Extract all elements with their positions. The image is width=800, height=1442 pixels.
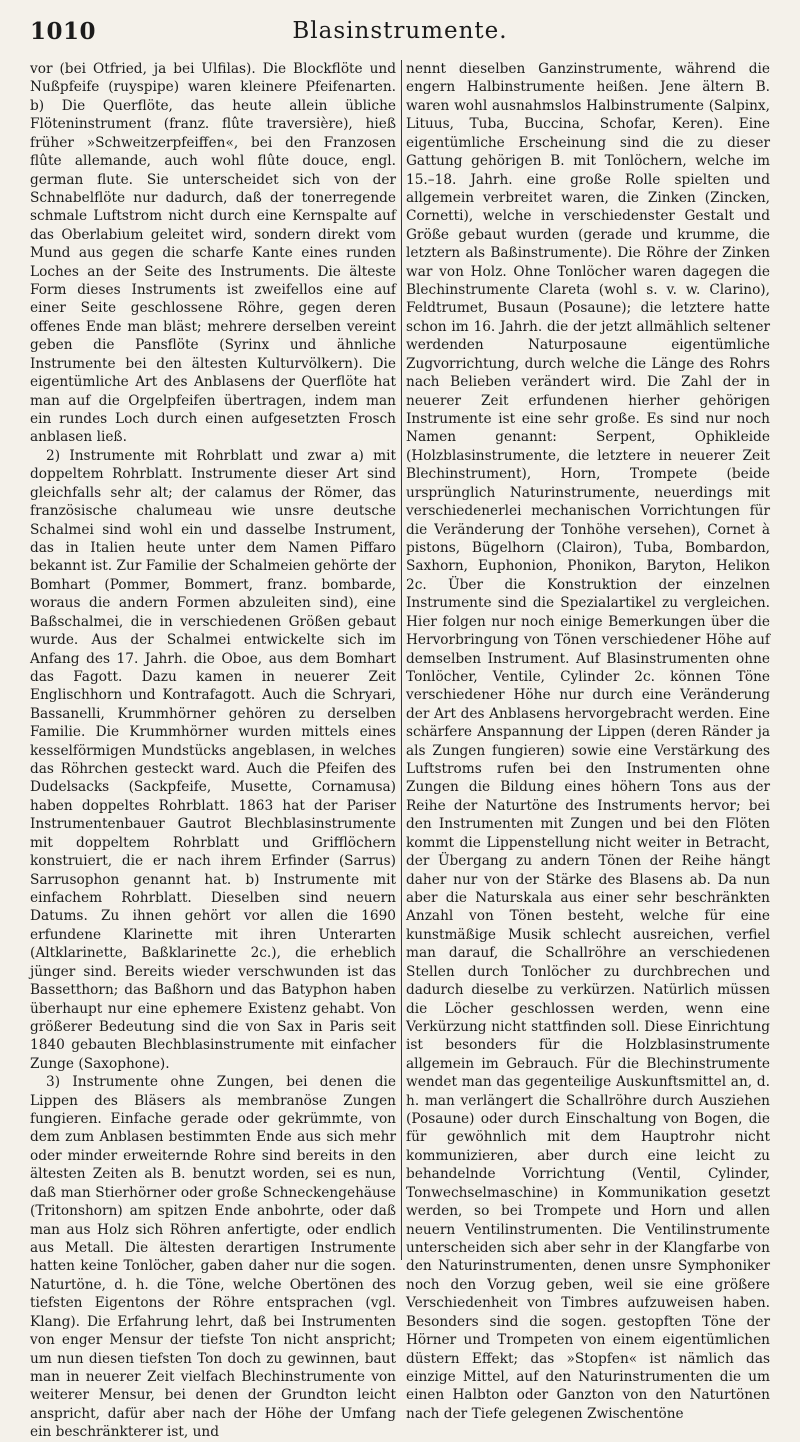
column-divider: [401, 60, 402, 1260]
paragraph: vor (bei Otfried, ja bei Ulfilas). Die Blockflöte und Nußpfeife (ruyspipe) waren kleinere Pfeifenarten. b) Die Querflöte, das heute allein übliche Flöteninstrument (franz. flûte traversière), hieß früher »Schweitzerpfeiffen«, bei den Franzosen flûte allemande, auch wohl flûte douce, engl. german flute. Sie unterscheidet sich von der Schnabelflöte nur dadurch, daß der tonerregende schmale Luftstrom nicht durch eine Kernspalte auf das Oberlabium geleitet wird, sondern direkt vom Mund aus gegen die scharfe Kante eines runden Loches an der Seite des Instruments. Die älteste Form dieses Instruments ist zweifellos eine auf einer Seite geschlossene Röhre, gegen deren offenes Ende man bläst; mehrere derselben vereint geben die Pansflöte (Syrinx und ähnliche Instrumente bei den ältesten Kulturvölkern). Die eigentümliche Art des Anblasens der Querflöte hat man auf die Orgelpfeifen übertragen, indem man ein rundes Loch durch einen aufgesetzten Frosch anblasen ließ.: [30, 61, 396, 446]
paragraph: nennt dieselben Ganzinstrumente, während die engern Halbinstrumente heißen. Jene ältern B. waren wohl ausnahmslos Halbinstrumente (Salpinx, Lituus, Tuba, Buccina, Schofar, Keren). Eine eigentümliche Erscheinung sind die zu dieser Gattung gehörigen B. mit Tonlöchern, welche im 15.–18. Jahrh. eine große Rolle spielten und allgemein verbreitet waren, die Zinken (Zincken, Cornetti), welche in verschiedenster Gestalt und Größe gebaut wurden (gerade und krumme, die letztern als Baßinstrumente). Die Röhre der Zinken war von Holz. Ohne Tonlöcher waren dagegen die Blechinstrumente Clareta (wohl s. v. w. Clarino), Feldtrumet, Busaun (Posaune); die letztere hatte schon im 16. Jahrh. die der jetzt allmählich seltener werdenden Naturposaune eigentümliche Zugvorrichtung, durch welche die Länge des Rohrs nach Belieben verändert wird. Die Zahl der in neuerer Zeit erfundenen hierher gehörigen Instrumente ist eine sehr große. Es sind nur noch Namen genannt: Serpent, Ophikleide (Holzblasinstrumente, die letztere in neuerer Zeit Blechinstrument), Horn, Trompete (beide ursprünglich Naturinstrumente, neuerdings mit verschiedenerlei mechanischen Vorrichtungen für die Veränderung der Tonhöhe versehen), Cornet à pistons, Bügelhorn (Clairon), Tuba, Bombardon, Saxhorn, Euphonion, Phonikon, Baryton, Helikon 2c. Über die Konstruktion der einzelnen Instrumente sind die Spezialartikel zu vergleichen. Hier folgen nur noch einige Bemerkungen über die Hervorbringung von Tönen verschiedener Höhe auf demselben Instrument. Auf Blasinstrumenten ohne Tonlöcher, Ventile, Cylinder 2c. können Töne verschiedener Höhe nur durch eine Veränderung der Art des Anblasens hervorgebracht werden. Eine schärfere Anspannung der Lippen (deren Ränder ja als Zungen fungieren) sowie eine Verstärkung des Luftstroms rufen bei den Instrumenten ohne Zungen die Bildung eines höhern Tons aus der Reihe der Naturtöne des Instruments hervor; bei den Instrumenten mit Zungen und bei den Flöten kommt die Lippenstellung nicht weiter in Betracht, der Übergang zu andern Tönen der Reihe hängt daher nur von der Stärke des Blasens ab. Da nun aber die Naturskala aus einer sehr beschränkten Anzahl von Tönen besteht, welche für eine kunstmäßige Musik schlecht ausreichen, verfiel man darauf, die Schallröhre an verschiedenen Stellen durch Tonlöcher zu durchbrechen und dadurch dieselbe zu verkürzen. Natürlich müssen die Löcher geschlossen werden, wenn eine Verkürzung nicht stattfinden soll. Diese Einrichtung ist besonders für die Holzblasinstrumente allgemein im Gebrauch. Für die Blechinstrumente wendet man das gegenteilige Auskunftsmittel an, d. h. man verlängert die Schallröhre durch Ausziehen (Posaune) oder durch Einschaltung von Bogen, die für gewöhnlich mit dem Hauptrohr nicht kommunizieren, aber durch eine leicht zu behandelnde Vorrichtung (Ventil, Cylinder, Tonwechselmaschine) in Kommunikation gesetzt werden, so bei Trompete und Horn und allen neuern Ventilinstrumenten. Die Ventilinstrumente unterscheiden sich aber sehr in der Klangfarbe von den Naturinstrumenten, denen unsre Symphoniker noch den Vorzug geben, weil sie eine größere Verschiedenheit von Timbres aufzuweisen haben. Besonders sind die sogen. gestopften Töne der Hörner und Trompeten von einem eigentümlichen düstern Effekt; das »Stopfen« ist nämlich das einzige Mittel, auf den Naturinstrumenten die um einen Halbton oder Ganzton von den Naturtönen nach der Tiefe gelegenen Zwischentöne: [406, 61, 770, 1422]
left-column: [30, 60, 396, 1441]
page-header: [30, 14, 770, 50]
running-head: Blasinstrumente.: [292, 18, 508, 44]
page-number: 1010: [30, 18, 97, 45]
right-column: [406, 60, 770, 1422]
paragraph: 2) Instrumente mit Rohrblatt und zwar a) mit doppeltem Rohrblatt. Instrumente dieser Art sind gleichfalls sehr alt; der calamus der Römer, das französische chalumeau wie unsre deutsche Schalmei sind wohl ein und dasselbe Instrument, das in Italien heute unter dem Namen Piffaro bekannt ist. Zur Familie der Schalmeien gehörte der Bomhart (Pommer, Bommert, franz. bombarde, woraus die andern Formen abzuleiten sind), eine Baßschalmei, die in verschiedenen Größen gebaut wurde. Aus der Schalmei entwickelte sich im Anfang des 17. Jahrh. die Oboe, aus dem Bomhart das Fagott. Dazu kamen in neuerer Zeit Englischhorn und Kontrafagott. Auch die Schryari, Bassanelli, Krummhörner gehören zu derselben Familie. Die Krummhörner wurden mittels eines kesselförmigen Mundstücks angeblasen, in welches das Röhrchen gesteckt ward. Auch die Pfeifen des Dudelsacks (Sackpfeife, Musette, Cornamusa) haben doppeltes Rohrblatt. 1863 hat der Pariser Instrumentenbauer Gautrot Blechblasinstrumente mit doppeltem Rohrblatt und Grifflöchern konstruiert, die er nach ihrem Erfinder (Sarrus) Sarrusophon genannt hat. b) Instrumente mit einfachem Rohrblatt. Dieselben sind neuern Datums. Zu ihnen gehört vor allen die 1690 erfundene Klarinette mit ihren Unterarten (Altklarinette, Baßklarinette 2c.), die erheblich jünger sind. Bereits wieder verschwunden ist das Bassetthorn; das Baßhorn und das Batyphon haben überhaupt nur eine ephemere Existenz gehabt. Von größerer Bedeutung sind die von Sax in Paris seit 1840 gebauten Blechblasinstrumente mit einfacher Zunge (Saxophone).: [30, 447, 396, 1072]
paragraph: 3) Instrumente ohne Zungen, bei denen die Lippen des Bläsers als membranöse Zungen fungieren. Einfache gerade oder gekrümmte, von dem zum Anblasen bestimmten Ende aus sich mehr oder minder erweiternde Rohre sind bereits in den ältesten Zeiten als B. benutzt worden, sei es nun, daß man Stierhörner oder große Schneckengehäuse (Tritonshorn) am spitzen Ende anbohrte, oder daß man aus Holz sich Röhren anfertigte, oder endlich aus Metall. Die ältesten derartigen Instrumente hatten keine Tonlöcher, gaben daher nur die sogen. Naturtöne, d. h. die Töne, welche Obertönen des tiefsten Eigentons der Röhre entsprachen (vgl. Klang). Die Erfahrung lehrt, daß bei Instrumenten von enger Mensur der tiefste Ton nicht anspricht; um nun diesen tiefsten Ton doch zu gewinnen, baut man in neuerer Zeit vielfach Blechinstrumente von weiterer Mensur, bei denen der Grundton leicht anspricht, dafür aber nach der Höhe der Umfang ein beschränkterer ist, und: [30, 1074, 396, 1441]
